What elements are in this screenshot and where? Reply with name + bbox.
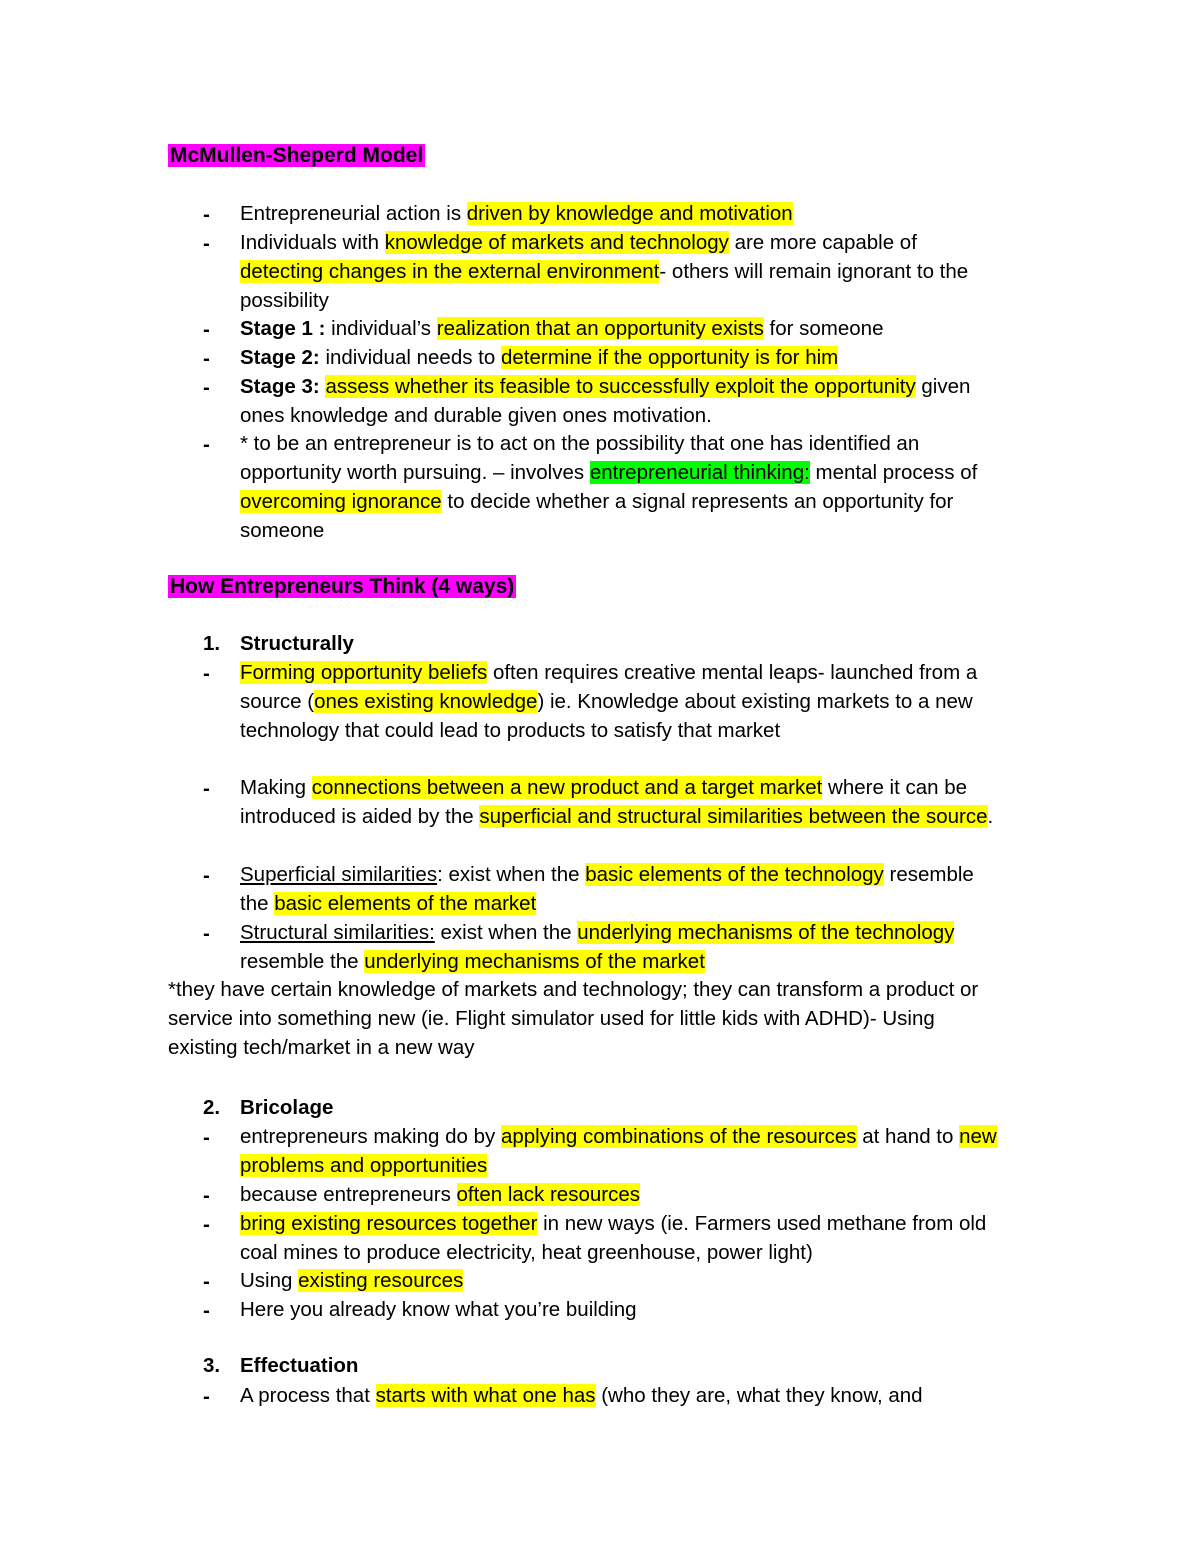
- bullet-text: Using existing resources: [240, 1269, 464, 1292]
- bullet-dash: -: [203, 376, 210, 399]
- bullet-dash: -: [203, 922, 210, 945]
- bullet-dash: -: [203, 318, 210, 341]
- bullet-text: entrepreneurs making do by applying combinations of the resources at hand to new problems and opportunities: [240, 1125, 997, 1177]
- bullet-dash: -: [203, 864, 210, 887]
- list-item-title-effectuation: Effectuation: [240, 1354, 359, 1377]
- bullet-dash: -: [203, 1270, 210, 1293]
- bullet-text: Structural similarities: exist when the underlying mechanisms of the technology resemble the underlying mechanisms of the market: [240, 921, 955, 973]
- list-number: 2.: [203, 1096, 221, 1119]
- section-heading-mcmullen: McMullen-Sheperd Model: [170, 144, 424, 167]
- bullet-text: Superficial similarities: exist when the basic elements of the technology resemble the basic elements of the market: [240, 863, 974, 915]
- bullet-dash: -: [203, 777, 210, 800]
- bullet-text-stage-3: Stage 3: assess whether its feasible to successfully exploit the opportunity given ones knowledge and durable given ones motivation.: [240, 375, 971, 427]
- bullet-dash: -: [203, 1385, 210, 1408]
- bullet-text: A process that starts with what one has (who they are, what they know, and: [240, 1384, 923, 1407]
- bullet-dash: -: [203, 433, 210, 456]
- bullet-text: Here you already know what you’re building: [240, 1298, 637, 1321]
- list-number: 1.: [203, 632, 221, 655]
- note-paragraph: *they have certain knowledge of markets and technology; they can transform a product or service into something new (ie. Flight simulator used for little kids with ADHD)- Using existing tech/market in a new way: [168, 978, 979, 1059]
- bullet-text-stage-1: Stage 1 : individual’s realization that an opportunity exists for someone: [240, 317, 884, 340]
- bullet-text: bring existing resources together in new ways (ie. Farmers used methane from old coal mines to produce electricity, heat greenhouse, power light): [240, 1212, 987, 1264]
- bullet-dash: -: [203, 232, 210, 255]
- bullet-text: Forming opportunity beliefs often requires creative mental leaps- launched from a source (ones existing knowledge) ie. Knowledge about existing markets to a new technology that could lead to products to satisfy that market: [240, 661, 978, 742]
- bullet-dash: -: [203, 1299, 210, 1322]
- bullet-dash: -: [203, 1184, 210, 1207]
- list-number: 3.: [203, 1354, 221, 1377]
- bullet-dash: -: [203, 1126, 210, 1149]
- list-item-title-structurally: Structurally: [240, 632, 354, 655]
- bullet-dash: -: [203, 203, 210, 226]
- bullet-text-stage-2: Stage 2: individual needs to determine if the opportunity is for him: [240, 346, 839, 369]
- section-heading-how-entrepreneurs-think: How Entrepreneurs Think (4 ways): [170, 575, 515, 598]
- list-item-title-bricolage: Bricolage: [240, 1096, 334, 1119]
- bullet-dash: -: [203, 347, 210, 370]
- bullet-dash: -: [203, 1213, 210, 1236]
- bullet-text: * to be an entrepreneur is to act on the possibility that one has identified an opportunity worth pursuing. – involves entrepreneurial thinking: mental process of overcoming ignorance to decide whether a signal represents an opportunity for someone: [240, 432, 978, 542]
- bullet-text: because entrepreneurs often lack resources: [240, 1183, 640, 1206]
- bullet-text: Entrepreneurial action is driven by knowledge and motivation: [240, 202, 793, 225]
- bullet-dash: -: [203, 662, 210, 685]
- bullet-text: Individuals with knowledge of markets and technology are more capable of detecting changes in the external environment- others will remain ignorant to the possibility: [240, 231, 969, 312]
- bullet-text: Making connections between a new product and a target market where it can be introduced is aided by the superficial and structural similarities between the source.: [240, 776, 994, 828]
